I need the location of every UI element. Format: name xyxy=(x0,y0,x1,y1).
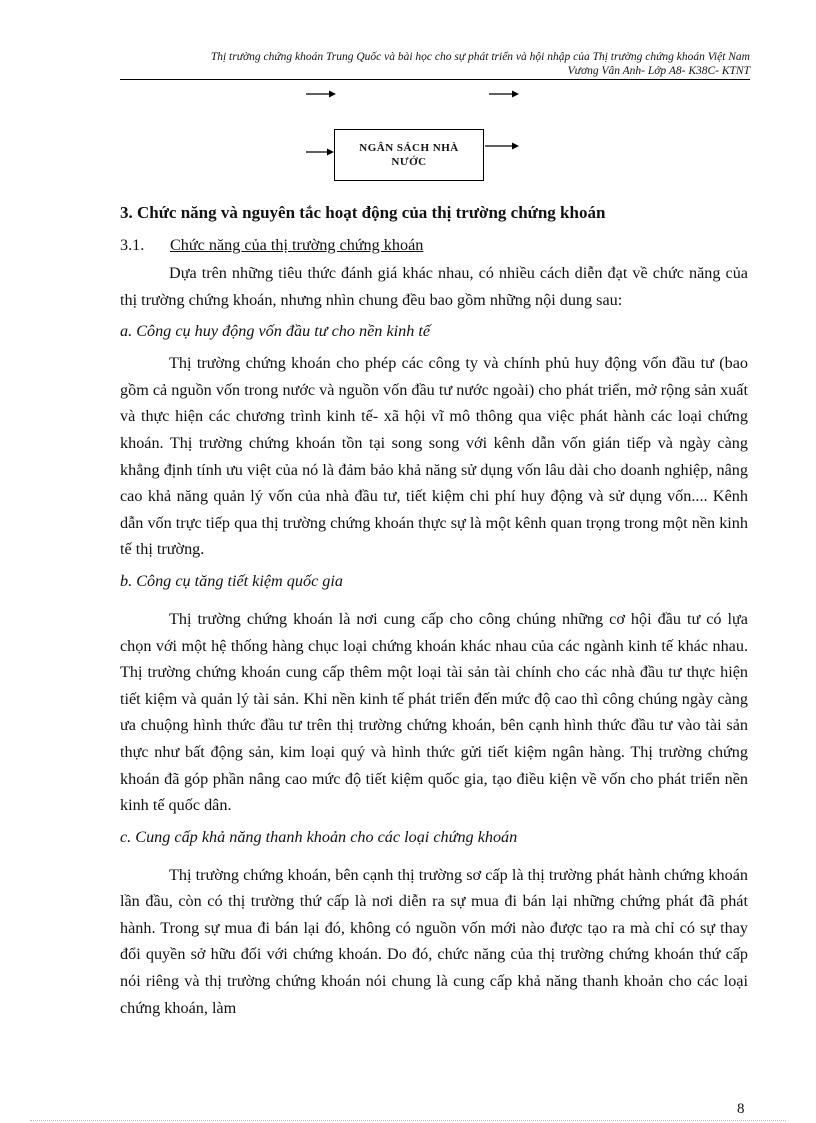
document-body xyxy=(120,200,748,1021)
subsection-title: Chức năng của thị trường chứng khoán xyxy=(170,236,424,254)
box-label-line1: NGÂN SÁCH NHÀ xyxy=(359,142,459,154)
item-c-heading: c. Cung cấp khả năng thanh khoản cho các loại chứng khoán xyxy=(120,827,518,846)
footer-rule xyxy=(30,1120,786,1121)
item-c-paragraph: Thị trường chứng khoán, bên cạnh thị trường sơ cấp là thị trường phát hành chứng khoán lần đầu, còn có thị trường thứ cấp là nơi diễn ra sự mua đi bán lại những chứng phát đã phát hành. Trong sự mua đi bán lại đó, không có nguồn vốn mới nào được tạo ra mà chỉ có sự thay đổi quyền sở hữu đối với chứng khoán. Do đó, chức năng của thị trường chứng khoán thứ cấp nói riêng và thị trường chứng khoán nói chung là cung cấp khả năng thanh khoản cho các loại chứng khoán, làm xyxy=(120,865,748,1017)
running-header xyxy=(120,50,750,78)
header-title: Thị trường chứng khoán Trung Quốc và bài học cho sự phát triển và hội nhập của Thị trường chứng khoán Việt Nam xyxy=(210,51,750,63)
intro-paragraph: Dựa trên những tiêu thức đánh giá khác nhau, có nhiều cách diễn đạt về chức năng của thị trường chứng khoán, nhưng nhìn chung đều bao gồm những nội dung sau: xyxy=(120,264,748,309)
item-b-heading: b. Công cụ tăng tiết kiệm quốc gia xyxy=(120,571,343,590)
arrow-top-right-icon xyxy=(489,89,519,99)
page-number: 8 xyxy=(737,1101,745,1117)
item-b-paragraph: Thị trường chứng khoán là nơi cung cấp cho công chúng những cơ hội đầu tư có lựa chọn với một hệ thống hàng chục loại chứng khoán khác nhau của các ngành kinh tế khác nhau. Thị trường chứng khoán cung cấp thêm một loại tài sản tài chính cho các nhà đầu tư thực hiện tiết kiệm và quản lý tài sản. Khi nền kinh tế phát triển đến mức độ cao thì công chúng ngày càng ưa chuộng hình thức đầu tư trên thị trường chứng khoán, bên cạnh hình thức đầu tư vào tài sản thực như bất động sản, kim loại quý và hình thức gửi tiết kiệm ngân hàng. Thị trường chứng khoán đã góp phần nâng cao mức độ tiết kiệm quốc gia, tạo điều kiện về vốn cho phát triển nền kinh tế quốc dân. xyxy=(120,609,748,815)
item-a-heading: a. Công cụ huy động vốn đầu tư cho nền kinh tế xyxy=(120,322,431,341)
item-a-paragraph: Thị trường chứng khoán cho phép các công ty và chính phủ huy động vốn đầu tư (bao gồm cả nguồn vốn trong nước và nguồn vốn đầu tư nước ngoài) cho phát triển, mở rộng sản xuất và thực hiện các chương trình kinh tế- xã hội vĩ mô thông qua việc phát hành các loại chứng khoán. Thị trường chứng khoán tồn tại song song với kênh dẫn vốn gián tiếp và ngày càng khẳng định tính ưu việt của nó là đảm bảo khả năng sử dụng vốn lâu dài cho doanh nghiệp, nâng cao khả năng quản lý vốn của nhà đầu tư, tiết kiệm chi phí huy động và sử dụng vốn.... Kênh dẫn vốn trực tiếp qua thị trường chứng khoán thực sự là một kênh quan trọng trong một nền kinh tế thị trường. xyxy=(120,354,748,559)
arrow-out-of-box-icon xyxy=(485,141,519,151)
box-label-line2: NƯỚC xyxy=(391,156,427,168)
subsection-number: 3.1. xyxy=(120,236,145,254)
arrow-top-left-icon xyxy=(306,89,336,99)
header-author: Vương Vân Anh- Lớp A8- K38C- KTNT xyxy=(567,65,750,77)
arrow-into-box-icon xyxy=(306,147,334,157)
header-rule xyxy=(120,79,750,80)
state-budget-box xyxy=(334,129,484,181)
subsection-heading xyxy=(120,232,748,258)
section-heading: 3. Chức năng và nguyên tắc hoạt động của thị trường chứng khoán xyxy=(120,203,606,222)
